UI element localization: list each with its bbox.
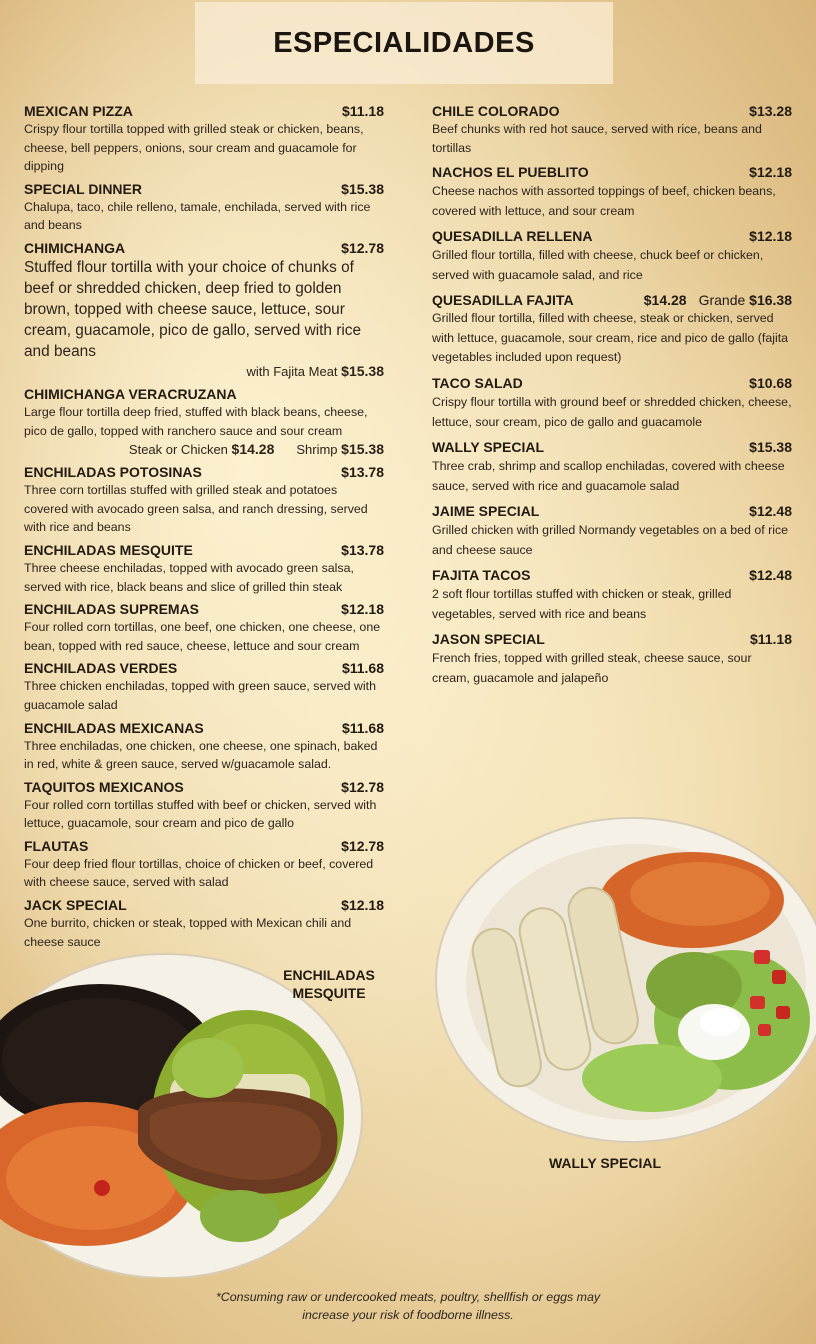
menu-item — [432, 227, 792, 285]
menu-item — [24, 180, 384, 235]
item-price: $15.38 — [341, 180, 384, 197]
item-price: $12.78 — [341, 778, 384, 795]
item-name: QUESADILLA RELLENA — [432, 228, 593, 245]
fajita-meat-option — [24, 362, 384, 381]
item-name: ENCHILADAS MEXICANAS — [24, 719, 204, 736]
option-price: $16.38 — [749, 292, 792, 309]
item-price: $12.48 — [749, 502, 792, 519]
item-name: FLAUTAS — [24, 837, 89, 854]
item-name: CHILE COLORADO — [432, 103, 560, 119]
menu-item — [432, 438, 792, 496]
item-description: One burrito, chicken or steak, topped with Mexican chili and cheese sauce — [24, 916, 352, 949]
item-description: Four deep fried flour tortillas, choice of chicken or beef, covered with cheese sauce, served with salad — [24, 856, 374, 890]
grande-option — [699, 291, 792, 309]
item-name: JAIME SPECIAL — [432, 502, 540, 519]
menu-item — [432, 374, 792, 432]
item-description: Three chicken enchiladas, topped with green sauce, served with guacamole salad — [24, 679, 376, 712]
item-name: CHIMICHANGA — [24, 239, 126, 256]
menu-item — [24, 837, 384, 892]
item-name: CHIMICHANGA VERACRUZANA — [24, 385, 237, 402]
item-description: Three crab, shrimp and scallop enchiladas, covered with cheese sauce, served with rice and guacamole salad — [432, 458, 785, 493]
item-price: $12.78 — [341, 837, 384, 854]
item-price: $13.28 — [749, 103, 792, 119]
item-name: NACHOS EL PUEBLITO — [432, 164, 589, 181]
menu-item — [432, 163, 792, 221]
item-name: FAJITA TACOS — [432, 566, 531, 583]
item-price: $11.18 — [341, 103, 384, 119]
item-description: 2 soft flour tortillas stuffed with chicken or steak, grilled vegetables, served with rice and beans — [432, 586, 732, 621]
menu-item — [24, 385, 384, 459]
item-price: $11.18 — [749, 630, 792, 647]
option-price: $14.28 — [231, 441, 275, 458]
item-price: $12.48 — [749, 566, 792, 583]
item-name: ENCHILADAS MESQUITE — [24, 541, 193, 558]
menu-item — [24, 896, 384, 951]
title-banner — [195, 2, 613, 84]
item-price: $15.38 — [749, 438, 792, 455]
item-description: Grilled flour tortilla, filled with cheese, steak or chicken, served with lettuce, guacamole, sour cream, rice and pico de gallo (fajita vegetables included upon request) — [432, 311, 789, 365]
menu-item — [432, 102, 792, 157]
menu-column-left — [24, 102, 384, 955]
option-label: Steak or Chicken — [128, 442, 228, 458]
protein-options — [24, 440, 384, 459]
item-description: Three enchiladas, one chicken, one cheese, one spinach, baked in red, white & green sauce, served w/guacamole salad. — [24, 738, 378, 772]
menu-item — [432, 502, 792, 560]
item-name: QUESADILLA FAJITA — [432, 292, 574, 309]
photo-label-enchiladas-mesquite: ENCHILADAS MESQUITE — [283, 967, 375, 1001]
item-name: ENCHILADAS VERDES — [24, 660, 178, 677]
menu-item — [24, 659, 384, 714]
item-name: SPECIAL DINNER — [24, 180, 142, 197]
option-label: Shrimp — [296, 442, 338, 458]
item-description: Four rolled corn tortillas stuffed with beef or chicken, served with lettuce, guacamole, sour cream and pico de gallo — [24, 797, 377, 831]
item-name: MEXICAN PIZZA — [24, 103, 133, 119]
menu-item — [432, 566, 792, 624]
item-price: $10.68 — [749, 374, 792, 391]
item-description: Stuffed flour tortilla with your choice of chunks of beef or shredded chicken, deep fried to golden brown, topped with cheese sauce, lettuce, sour cream, guacamole, pico de gallo, served with rice and beans — [24, 258, 362, 360]
item-description: Four rolled corn tortillas, one beef, one chicken, one cheese, one bean, topped with red sauce, cheese, lettuce and sour cream — [24, 620, 381, 653]
item-description: Crispy flour tortilla topped with grilled steak or chicken, beans, cheese, bell peppers, onions, sour cream and guacamole for dipping — [24, 122, 364, 174]
option-label: Grande — [698, 292, 746, 309]
item-description: Large flour tortilla deep fried, stuffed with black beans, cheese, pico de gallo, topped with ranchero sauce and sour cream — [24, 404, 368, 438]
item-price: $11.68 — [341, 719, 384, 736]
item-name: JACK SPECIAL — [24, 897, 127, 914]
option-label: with Fajita Meat — [246, 363, 338, 379]
menu-item — [24, 719, 384, 774]
option-price: $15.38 — [341, 362, 384, 379]
wally-special-photo — [432, 810, 816, 1150]
option-price: $15.38 — [341, 441, 384, 458]
item-description: Grilled flour tortilla, filled with cheese, chuck beef or chicken, served with guacamole salad, and rice — [432, 248, 764, 283]
item-price: $12.18 — [341, 601, 384, 618]
item-price: $11.68 — [341, 660, 384, 677]
page-title: ESPECIALIDADES — [273, 26, 535, 59]
item-description: Grilled chicken with grilled Normandy vegetables on a bed of rice and cheese sauce — [432, 522, 789, 557]
menu-column-right — [432, 102, 792, 692]
item-price: $12.18 — [341, 897, 384, 914]
item-price: $13.78 — [341, 541, 384, 558]
item-price: $12.18 — [749, 164, 792, 181]
photo-label-wally-special: WALLY SPECIAL — [548, 1155, 662, 1171]
menu-item — [432, 291, 792, 368]
item-description: Crispy flour tortilla with ground beef or shredded chicken, cheese, lettuce, sour cream, pico de gallo and guacamole — [432, 394, 792, 429]
menu-item — [24, 102, 384, 176]
item-name: ENCHILADAS SUPREMAS — [24, 601, 200, 618]
item-price: $12.18 — [749, 228, 792, 245]
menu-item — [24, 541, 384, 596]
item-description: Three cheese enchiladas, topped with avocado green salsa, served with rice, black beans and slice of grilled thin steak — [24, 560, 354, 594]
menu-item — [24, 239, 384, 381]
item-description: Chalupa, taco, chile relleno, tamale, enchilada, served with rice and beans — [24, 199, 371, 233]
menu-item — [24, 778, 384, 833]
menu-item — [432, 630, 792, 688]
item-description: Three corn tortillas stuffed with grilled steak and potatoes covered with avocado green salsa, and ranch dressing, served with rice and beans — [24, 483, 368, 535]
item-price: $12.78 — [341, 239, 384, 256]
item-price: $14.28 — [643, 292, 687, 309]
item-name: TAQUITOS MEXICANOS — [24, 778, 184, 795]
item-name: ENCHILADAS POTOSINAS — [24, 464, 202, 481]
item-description: French fries, topped with grilled steak, cheese sauce, sour cream, guacamole and jalapeño — [432, 650, 752, 685]
item-name: JASON SPECIAL — [432, 630, 545, 647]
item-price: $13.78 — [341, 464, 384, 481]
menu-item — [24, 600, 384, 655]
item-name: WALLY SPECIAL — [432, 438, 545, 455]
menu-item — [24, 463, 384, 537]
item-description: Beef chunks with red hot sauce, served with rice, beans and tortillas — [432, 122, 762, 155]
food-safety-footnote: *Consuming raw or undercooked meats, poultry, shellfish or eggs may increase your risk of foodborne illness. — [215, 1290, 601, 1322]
item-name: TACO SALAD — [432, 374, 523, 391]
item-description: Cheese nachos with assorted toppings of beef, chicken beans, covered with lettuce, and sour cream — [432, 184, 776, 219]
